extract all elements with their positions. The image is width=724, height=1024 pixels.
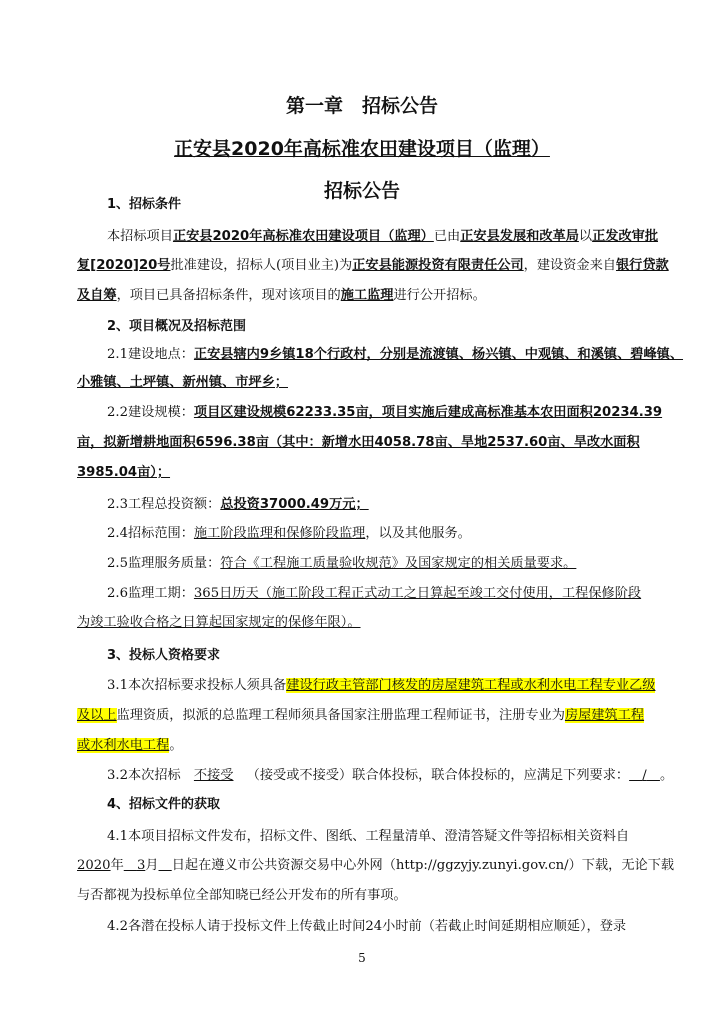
s2-scale xyxy=(107,404,662,422)
value: 3985.04亩）； xyxy=(77,465,171,480)
label: 2.5监理服务质量： xyxy=(107,556,221,571)
value: 小雅镇、土坪镇、新州镇、市坪乡； xyxy=(77,375,288,390)
registration-major: 或水利水电工程 xyxy=(77,738,170,753)
text: 3.2本次招标 xyxy=(107,768,181,783)
s3-qualification xyxy=(107,677,655,695)
s3-qualification-cont-2 xyxy=(77,737,183,755)
value: 为竣工验收合格之日算起国家规定的保修年限）。 xyxy=(77,615,361,630)
value: 项目区建设规模62233.35亩，项目实施后建成高标准基本农田面积20234.39 xyxy=(193,405,663,420)
s1-line-1 xyxy=(107,228,658,246)
value: 365日历天（施工阶段工程正式动工之日算起至竣工交付使用，工程保修阶段 xyxy=(193,586,642,601)
section-2-heading: 2、项目概况及招标范围 xyxy=(107,319,247,334)
text: 批准建设，招标人(项目业主)为 xyxy=(170,258,353,273)
s2-construction-site-cont xyxy=(77,374,288,392)
section-3-heading: 3、投标人资格要求 xyxy=(107,648,221,663)
label: 2.2建设规模： xyxy=(107,405,194,420)
s3-qualification-cont xyxy=(77,707,644,725)
approval-number: 复[2020]20号 xyxy=(77,258,171,273)
approval-authority: 正安县发展和改革局 xyxy=(460,229,579,244)
text: 。 xyxy=(659,768,674,783)
funding-source: 银行贷款 xyxy=(615,258,669,273)
label: 2.3工程总投资额： xyxy=(107,497,221,512)
value: 亩，拟新增耕地面积6596.38亩（其中：新增水田4058.78亩、旱地2537.60亩、旱改水面积 xyxy=(77,435,640,450)
year: 2020 xyxy=(77,858,111,873)
s1-line-3 xyxy=(77,287,486,305)
s4-release xyxy=(107,828,629,846)
s3-joint-bid xyxy=(107,767,673,785)
text: 4.1本项目招标文件发布，招标文件、图纸、工程量清单、澄清答疑文件等招标相关资料自 xyxy=(107,829,630,844)
tenderer: 正安县能源投资有限责任公司 xyxy=(352,258,524,273)
section-4-heading: 4、招标文件的获取 xyxy=(107,797,221,812)
value: 正安县辖内9乡镇18个行政村，分别是流渡镇、杨兴镇、中观镇、和溪镇、碧峰镇、 xyxy=(193,347,684,362)
text: 本招标项目 xyxy=(107,229,173,244)
value: 施工阶段监理和保修阶段监理 xyxy=(193,526,366,541)
qualification-highlight: 及以上 xyxy=(77,708,117,723)
text: 已由 xyxy=(433,229,461,244)
text: 日起在遵义市公共资源交易中心外网（http://ggzyjy.zunyi.gov.cn/）下载，无论下载 xyxy=(171,858,675,873)
label: 2.1建设地点： xyxy=(107,347,194,362)
text: 。 xyxy=(169,738,183,753)
text: 进行公开招标。 xyxy=(393,288,486,303)
project-name: 正安县2020年高标准农田建设项目（监理） xyxy=(172,229,434,244)
s1-line-2 xyxy=(77,257,669,275)
s2-duration xyxy=(107,585,641,603)
value: 总投资37000.49万元； xyxy=(220,497,369,512)
s2-quality xyxy=(107,555,576,573)
s2-duration-cont xyxy=(77,614,361,632)
qualification-highlight: 建设行政主管部门核发的房屋建筑工程或水利水电工程专业乙级 xyxy=(286,678,656,693)
text: （接受或不接受）联合体投标，联合体投标的，应满足下列要求： xyxy=(246,768,630,783)
s4-upload xyxy=(107,918,626,936)
text: 月 xyxy=(145,858,159,873)
self-funding: 及自筹 xyxy=(77,288,117,303)
s2-scale-cont-2 xyxy=(77,464,170,482)
notice-title: 招标公告 xyxy=(323,180,400,202)
label: 2.6监理工期： xyxy=(107,586,194,601)
text: 以 xyxy=(578,229,593,244)
s4-release-cont xyxy=(77,857,674,875)
tender-subject: 施工监理 xyxy=(340,288,394,303)
text: 3.1本次招标要求投标人须具备 xyxy=(107,678,287,693)
chapter-title: 第一章 招标公告 xyxy=(285,95,438,117)
text: ，建设资金来自 xyxy=(523,258,616,273)
text: 与否都视为投标单位全部知晓已经公开发布的所有事项。 xyxy=(77,888,407,903)
text: 监理资质，拟派的总监理工程师须具备国家注册监理工程师证书，注册专业为 xyxy=(116,708,565,723)
text: ，项目已具备招标条件，现对该项目的 xyxy=(116,288,341,303)
month: 3 xyxy=(136,858,146,873)
text: ，以及其他服务。 xyxy=(365,526,471,541)
registration-major: 房屋建筑工程 xyxy=(564,708,645,723)
value: 符合《工程施工质量验收规范》及国家规定的相关质量要求。 xyxy=(220,556,577,571)
text: 4.2各潜在投标人请于投标文件上传截止时间24小时前（若截止时间延期相应顺延），登录 xyxy=(107,919,627,934)
s2-scope xyxy=(107,525,471,543)
s2-investment xyxy=(107,496,369,514)
joint-bid-value: 不接受 xyxy=(193,768,234,783)
page-number: 5 xyxy=(358,951,366,965)
project-title: 正安县2020年高标准农田建设项目（监理） xyxy=(174,138,550,160)
joint-bid-req: / xyxy=(642,768,647,783)
section-1-heading: 1、招标条件 xyxy=(107,197,182,212)
text: 年 xyxy=(110,858,124,873)
s2-construction-site xyxy=(107,346,683,364)
label: 2.4招标范围： xyxy=(107,526,194,541)
approval-doc: 正发改审批 xyxy=(592,229,659,244)
s4-release-cont-2 xyxy=(77,887,407,905)
s2-scale-cont-1 xyxy=(77,434,640,452)
